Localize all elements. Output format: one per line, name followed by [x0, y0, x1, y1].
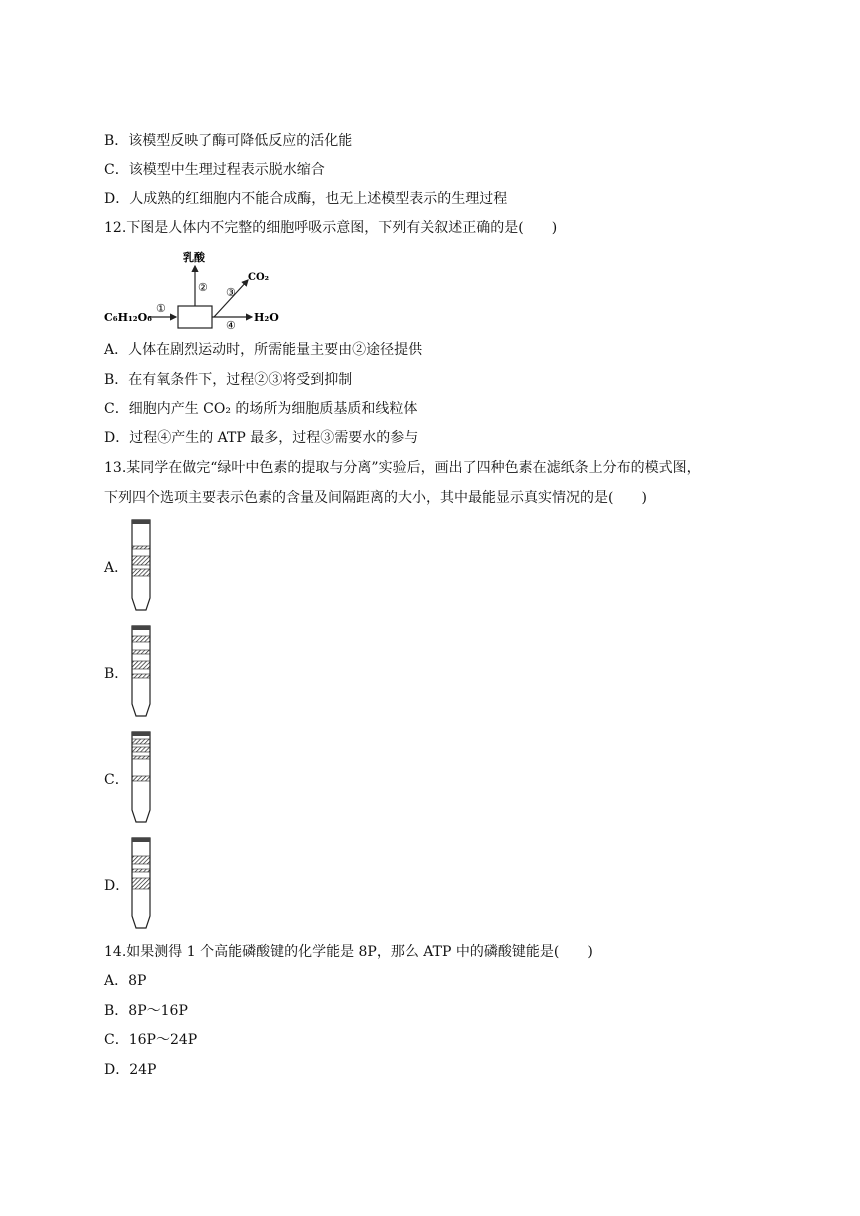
respiration-diagram: [100, 244, 290, 334]
q11-option-d: [104, 189, 507, 209]
option-label: D．: [104, 430, 130, 446]
co2-label: CO₂: [248, 272, 270, 283]
filter-strip-b: [128, 624, 154, 718]
option-label: B．: [104, 372, 129, 388]
lactic-acid-label: 乳酸: [183, 251, 205, 264]
q12-option-c: [104, 399, 417, 419]
option-label: B．: [104, 1003, 129, 1019]
intermediate-box: [178, 306, 212, 328]
option-label: D．: [104, 191, 130, 207]
option-text: 该模型中生理过程表示脱水缩合: [128, 162, 325, 178]
q14-stem: 14.如果测得 1 个高能磷酸键的化学能是 8P，那么 ATP 中的磷酸键能是( ): [104, 944, 593, 960]
q13-option-a-label: A．: [104, 560, 129, 576]
option-text: 8P: [128, 973, 147, 989]
q13-stem-line1: 13.某同学在做完“绿叶中色素的提取与分离”实验后，画出了四种色素在滤纸条上分布的模式图，: [104, 460, 701, 476]
q13-option-c-label: C．: [104, 772, 129, 788]
step-1-label: ①: [156, 302, 166, 315]
step-4-label: ④: [226, 319, 236, 332]
q13-option-d-label: D．: [104, 878, 130, 894]
q11-option-c: [104, 160, 325, 180]
q14-option-c: [104, 1030, 197, 1050]
q11-option-b: [104, 131, 352, 151]
step-2-label: ②: [198, 281, 208, 294]
option-label: C．: [104, 162, 129, 178]
filter-strip-c: [128, 730, 154, 824]
option-text: 在有氧条件下，过程②③将受到抑制: [128, 372, 353, 388]
q12-stem: 12.下图是人体内不完整的细胞呼吸示意图，下列有关叙述正确的是( ): [104, 220, 558, 236]
option-text: 24P: [129, 1062, 157, 1078]
option-label: B．: [104, 133, 129, 149]
q14-option-b: [104, 1001, 188, 1021]
q13-option-b-label: B．: [104, 666, 129, 682]
option-label: A．: [104, 342, 129, 358]
option-text: 过程④产生的 ATP 最多，过程③需要水的参与: [129, 430, 419, 446]
option-text: 8P～16P: [128, 1003, 188, 1019]
q14-option-a: [104, 971, 146, 991]
option-label: C．: [104, 401, 129, 417]
q12-option-d: [104, 428, 418, 448]
option-text: 该模型反映了酶可降低反应的活化能: [128, 133, 353, 149]
q14-option-d: [104, 1060, 156, 1080]
q12-option-b: [104, 370, 352, 390]
h2o-label: H₂O: [254, 311, 279, 324]
option-label: A．: [104, 973, 129, 989]
q12-option-a: [104, 340, 422, 360]
step-3-label: ③: [226, 286, 236, 299]
option-text: 人体在剧烈运动时，所需能量主要由②途径提供: [128, 342, 423, 358]
filter-strip-a: [128, 518, 154, 612]
option-text: 人成熟的红细胞内不能合成酶，也无上述模型表示的生理过程: [129, 191, 508, 207]
option-text: 16P～24P: [128, 1032, 198, 1048]
option-label: D．: [104, 1062, 130, 1078]
substrate-label: C₆H₁₂O₆: [104, 311, 153, 324]
filter-strip-d: [128, 836, 154, 930]
option-text: 细胞内产生 CO₂ 的场所为细胞质基质和线粒体: [128, 401, 418, 417]
q13-stem-line2: 下列四个选项主要表示色素的含量及间隔距离的大小，其中最能显示真实情况的是( ): [104, 490, 647, 506]
option-label: C．: [104, 1032, 129, 1048]
